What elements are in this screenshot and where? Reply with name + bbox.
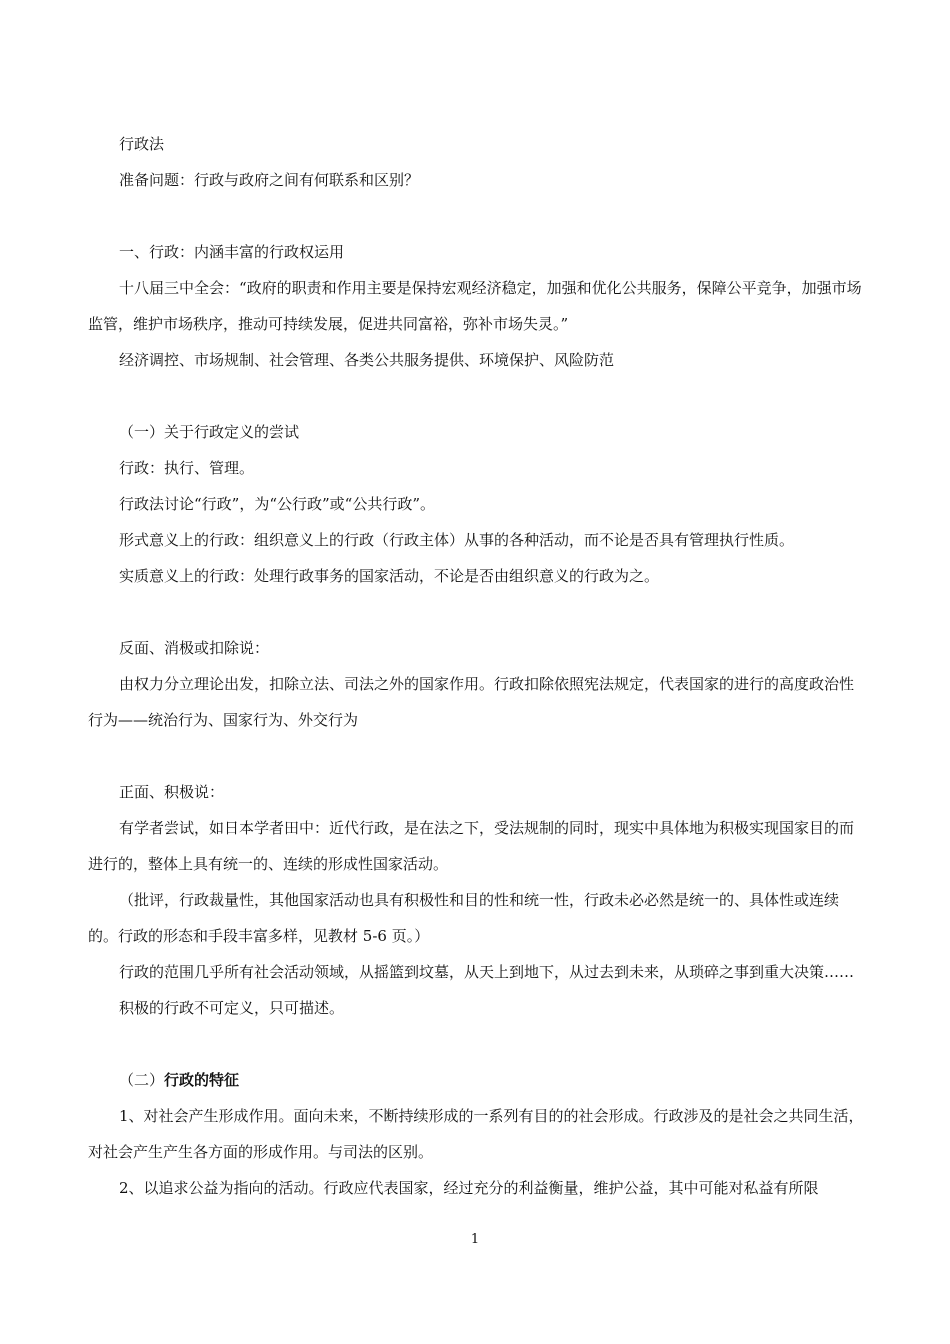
section-heading-1: 一、行政：内涵丰富的行政权运用 (119, 243, 345, 261)
scope-text: 行政的范围几乎所有社会活动领域，从摇篮到坟墓，从天上到地下，从过去到未来，从琐碎之事到重大决策…… (119, 963, 855, 981)
page-number: 1 (470, 1232, 480, 1247)
feature-2: 2、以追求公益为指向的活动。行政应代表国家，经过充分的利益衡量，维护公益，其中可能对私益有所限 (119, 1179, 819, 1197)
blank-line (88, 378, 864, 414)
blank-line (88, 738, 864, 774)
blank-line (88, 1026, 864, 1062)
subsection-heading-2 (88, 1062, 864, 1098)
definition-formal: 形式意义上的行政：组织意义上的行政（行政主体）从事的各种活动，而不论是否具有管理执行性质。 (119, 531, 795, 549)
subsection-heading-2-prefix: （二） (119, 1071, 165, 1089)
negative-theory-heading: 反面、消极或扣除说： (119, 639, 270, 657)
document-title: 行政法 (119, 135, 165, 153)
negative-theory-text: 由权力分立理论出发，扣除立法、司法之外的国家作用。行政扣除依照宪法规定，代表国家的进行的高度政治性行为——统治行为、国家行为、外交行为 (88, 675, 855, 729)
blank-line (88, 198, 864, 234)
definition-execute: 行政：执行、管理。 (119, 459, 255, 477)
prep-question: 准备问题：行政与政府之间有何联系和区别？ (119, 171, 420, 189)
definition-material: 实质意义上的行政：处理行政事务的国家活动，不论是否由组织意义的行政为之。 (119, 567, 660, 585)
page-body (88, 126, 864, 1206)
definition-public: 行政法讨论“行政”，为“公行政”或“公共行政”。 (119, 495, 436, 513)
feature-1: 1、对社会产生形成作用。面向未来，不断持续形成的一系列有目的的社会形成。行政涉及的是社会之共同生活，对社会产生产生各方面的形成作用。与司法的区别。 (88, 1107, 864, 1161)
positive-theory-heading: 正面、积极说： (119, 783, 225, 801)
subsection-heading-1: （一）关于行政定义的尝试 (119, 423, 300, 441)
blank-line (88, 594, 864, 630)
subsection-heading-2-title: 行政的特征 (164, 1071, 240, 1089)
critique-text: （批评，行政裁量性，其他国家活动也具有积极性和目的性和统一性，行政未必必然是统一的、具体性或连续的。行政的形态和手段丰富多样，见教材 5-6 页。） (88, 891, 840, 945)
plenum-quote: 十八届三中全会：“政府的职责和作用主要是保持宏观经济稳定，加强和优化公共服务，保障公平竞争，加强市场监管，维护市场秩序，推动可持续发展，促进共同富裕，弥补市场失灵。” (88, 279, 862, 333)
positive-theory-text: 有学者尝试，如日本学者田中：近代行政，是在法之下，受法规制的同时，现实中具体地为积极实现国家目的而进行的，整体上具有统一的、连续的形成性国家活动。 (88, 819, 855, 873)
indescribable-text: 积极的行政不可定义，只可描述。 (119, 999, 345, 1017)
functions-list: 经济调控、市场规制、社会管理、各类公共服务提供、环境保护、风险防范 (119, 351, 615, 369)
